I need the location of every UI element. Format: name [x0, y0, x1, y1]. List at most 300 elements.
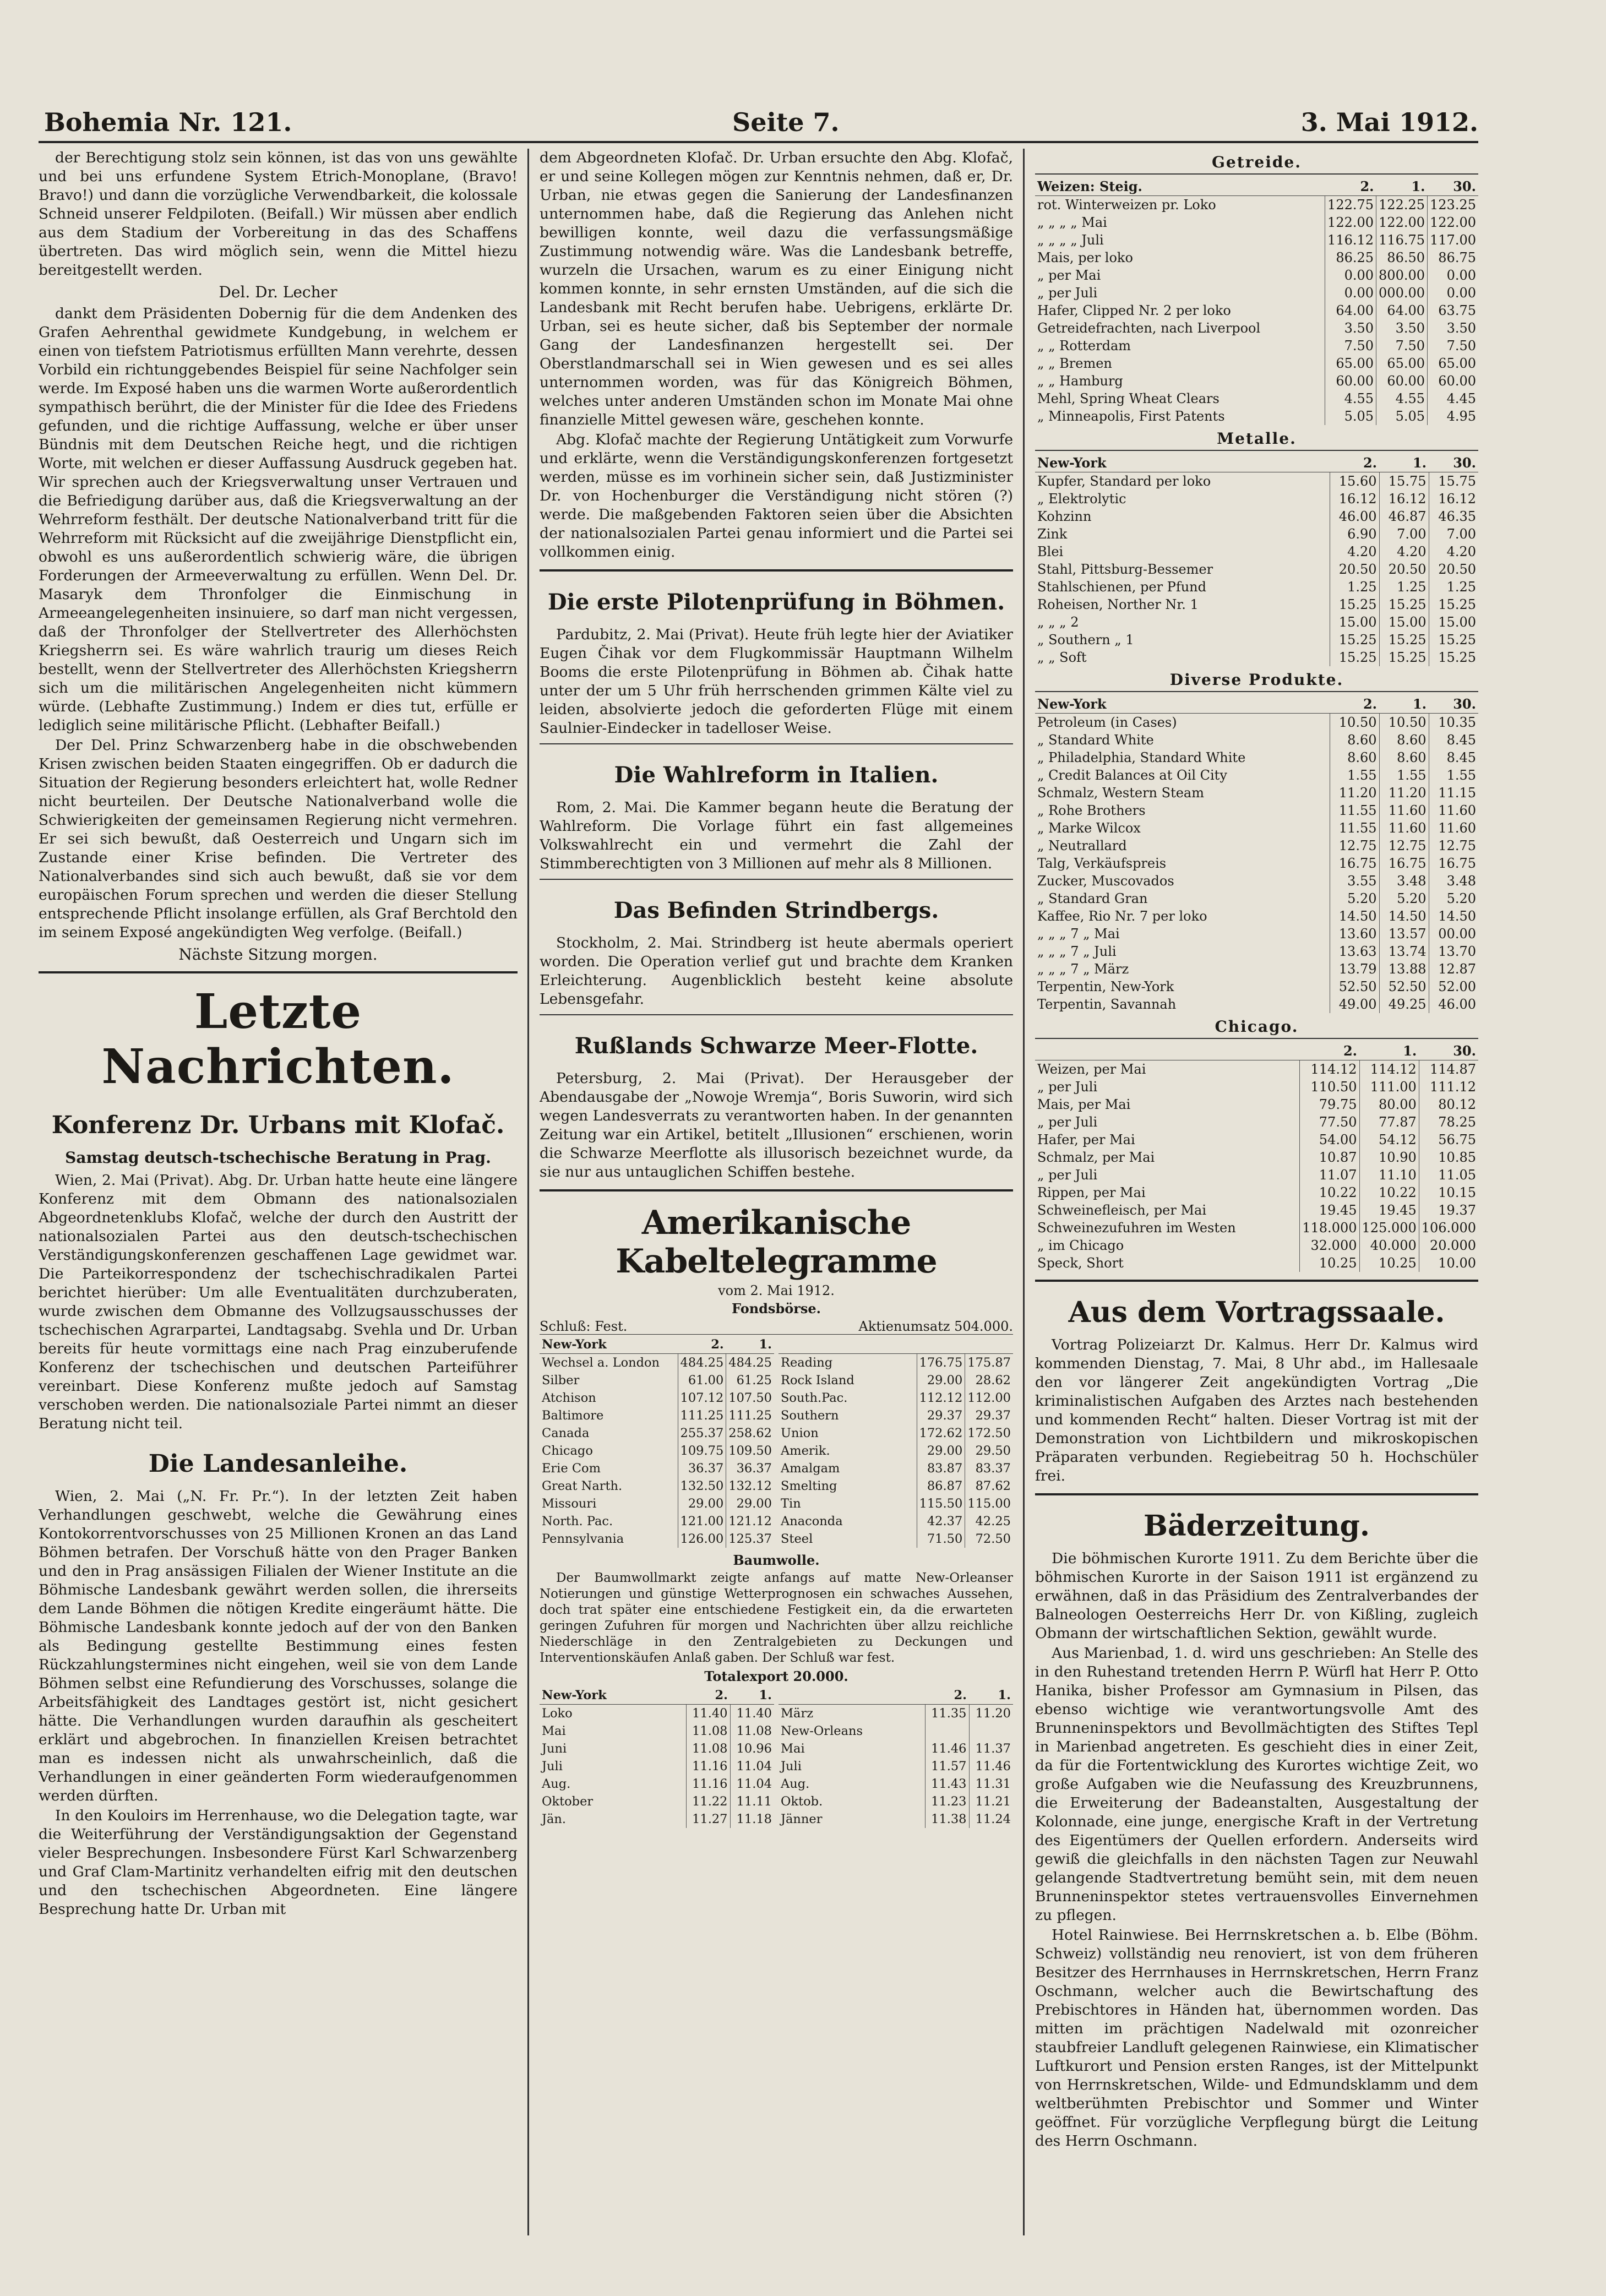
table-row [540, 1354, 774, 1372]
cotton-table-left [540, 1686, 774, 1828]
row-value: 14.50 [1429, 907, 1478, 925]
row-value: 11.43 [925, 1775, 969, 1793]
table-row [1035, 1060, 1478, 1079]
table-row [1035, 1237, 1478, 1254]
row-label: Aug. [542, 1777, 571, 1791]
article-headline: Bäderzeitung. [1144, 1509, 1370, 1543]
row-value: 11.18 [730, 1810, 774, 1828]
row-value: 1.25 [1330, 578, 1379, 596]
article-text: Pardubitz, 2. Mai (Privat). Heute früh legte hier der Aviatiker Eugen Čihak vor dem Flugkommissär Hauptmann Wilhelm Booms die erste Pilotenprüfung in Böhmen ab. Čihak hatte unter der um 5 Uhr früh herrschenden grimmen Kälte viel zu leiden, absolvierte jedoch die geforderten Flüge mit einem Saulnier-Eindecker in tadelloser Weise. [540, 626, 1013, 737]
stock-tables [540, 1336, 1013, 1548]
row-value [969, 1722, 1013, 1740]
divider [540, 1189, 1013, 1191]
divider [540, 569, 1013, 572]
row-label: „ per Juli [1037, 1167, 1098, 1183]
table-row [1035, 249, 1478, 266]
row-label: Juni [542, 1742, 567, 1756]
row-value: 110.50 [1300, 1078, 1359, 1096]
row-value: 8.60 [1379, 749, 1429, 766]
row-value: 10.87 [1300, 1149, 1359, 1166]
table-row [1035, 802, 1478, 819]
row-value: 5.20 [1429, 890, 1478, 907]
table-row [540, 1512, 774, 1530]
row-value: 52.00 [1429, 978, 1478, 995]
row-label: „ per Juli [1037, 285, 1098, 301]
row-value: 255.37 [678, 1424, 726, 1442]
row-label: „ per Juli [1037, 1114, 1098, 1130]
row-value: 11.10 [1359, 1166, 1419, 1184]
row-value: 13.63 [1330, 943, 1379, 960]
row-value: 107.50 [726, 1389, 774, 1407]
table-header: 30. [1429, 454, 1478, 472]
row-label: Speck, Short [1037, 1255, 1124, 1271]
table-header: 2. [678, 1336, 726, 1354]
row-label: Schweinezufuhren im Westen [1037, 1220, 1236, 1236]
table-row [778, 1407, 1013, 1424]
row-value: 11.40 [730, 1705, 774, 1723]
table-header: 2. [1330, 454, 1379, 472]
row-value: 65.00 [1325, 355, 1376, 372]
row-label: „ „ „ 7 „ Mai [1037, 926, 1120, 942]
row-value: 15.25 [1330, 649, 1379, 666]
row-label: Baltimore [542, 1408, 604, 1423]
fonds-heading: Fondsbörse. [731, 1301, 821, 1316]
table-row [778, 1530, 1013, 1548]
table-row [778, 1372, 1013, 1389]
row-value: 11.16 [686, 1775, 730, 1793]
divider [540, 1014, 1013, 1015]
row-value: 122.00 [1376, 214, 1428, 231]
stocks-table-right [778, 1336, 1013, 1548]
row-value: 106.000 [1419, 1219, 1478, 1237]
table-row [540, 1705, 774, 1723]
row-value: 11.08 [686, 1722, 730, 1740]
row-value: 11.57 [925, 1758, 969, 1775]
row-value: 11.20 [969, 1705, 1013, 1723]
table-row [1035, 819, 1478, 837]
row-value: 172.50 [965, 1424, 1013, 1442]
row-value: 10.50 [1379, 714, 1429, 732]
column-right [1035, 149, 1478, 2241]
row-value: 86.50 [1376, 249, 1428, 266]
row-value: 111.00 [1359, 1078, 1419, 1096]
row-label: Schmalz, per Mai [1037, 1150, 1155, 1165]
row-value: 14.50 [1379, 907, 1429, 925]
row-label: Juli [542, 1759, 563, 1773]
row-value: 15.00 [1379, 613, 1429, 631]
row-value: 86.87 [917, 1477, 965, 1495]
table-row [1035, 978, 1478, 995]
row-label: Zink [1037, 526, 1068, 542]
article-text: Petersburg, 2. Mai (Privat). Der Herausgeber der Abendausgabe der „Nowoje Wremja“, Boris Suworin, wird sich wegen Landesverrats zu verantworten haben. In der genannten Zeitung war ein Artikel, betitelt „Illusionen“ erschienen, worin die Schwarze Meerflotte als illusorisch bezeichnet wurde, da sie nur aus untauglichen Schiffen bestehe. [540, 1070, 1013, 1180]
row-value: 115.50 [917, 1495, 965, 1512]
table-header: 1. [726, 1336, 774, 1354]
table-row [1035, 649, 1478, 666]
row-value: 1.25 [1379, 578, 1429, 596]
fonds-summary [540, 1319, 1013, 1335]
table-row [1035, 1184, 1478, 1201]
row-value: 3.48 [1379, 872, 1429, 890]
row-value: 13.57 [1379, 925, 1429, 943]
row-value: 0.00 [1428, 266, 1478, 284]
row-label: „ Philadelphia, Standard White [1037, 750, 1246, 765]
table-row [1035, 837, 1478, 855]
divider [1035, 1493, 1478, 1495]
row-value: 111.12 [1419, 1078, 1478, 1096]
row-value: 484.25 [726, 1354, 774, 1372]
row-label: „ „ Bremen [1037, 356, 1112, 371]
row-value: 11.08 [686, 1740, 730, 1758]
row-value: 15.00 [1330, 613, 1379, 631]
row-value: 65.00 [1376, 355, 1428, 372]
row-value: 1.55 [1330, 766, 1379, 784]
row-value: 1.55 [1379, 766, 1429, 784]
table-row [1035, 749, 1478, 766]
row-value: 42.37 [917, 1512, 965, 1530]
row-value: 11.23 [925, 1793, 969, 1810]
table-row [778, 1758, 1013, 1775]
table-row [1035, 266, 1478, 284]
table-row [1035, 784, 1478, 802]
table-row [778, 1793, 1013, 1810]
row-label: Reading [781, 1356, 833, 1370]
row-value: 29.50 [965, 1442, 1013, 1460]
row-label: Schmalz, Western Steam [1037, 785, 1204, 801]
row-value: 80.00 [1359, 1096, 1419, 1113]
row-value: 7.50 [1376, 337, 1428, 355]
table-row [1035, 407, 1478, 425]
section-title: Letzte Nachrichten. [101, 984, 455, 1095]
row-label: New-Orleans [781, 1724, 863, 1738]
row-label: Weizen, per Mai [1037, 1062, 1146, 1077]
table-row [1035, 1096, 1478, 1113]
close-status: Schluß: Fest. [540, 1319, 628, 1334]
table-row [1035, 525, 1478, 543]
article-text: Rom, 2. Mai. Die Kammer begann heute die Beratung der Wahlreform. Die Vorlage führt ein fast allgemeines Volkswahlrecht ein und vermehrt die Zahl der Stimmberechtigten von 3 Millionen auf mehr als 8 Millionen. [540, 799, 1013, 872]
row-value: 19.45 [1300, 1201, 1359, 1219]
telegram-title: Amerikanische Kabeltelegramme [616, 1204, 937, 1281]
table-header: 2. [1330, 695, 1379, 714]
grain-heading: Getreide. [1035, 153, 1478, 175]
products-table [1035, 695, 1478, 1013]
row-value: 11.37 [969, 1740, 1013, 1758]
row-value: 15.75 [1379, 472, 1429, 491]
row-value: 125.37 [726, 1530, 774, 1548]
row-value: 19.37 [1419, 1201, 1478, 1219]
chicago-heading: Chicago. [1035, 1018, 1478, 1039]
row-label: „ Elektrolytic [1037, 491, 1126, 507]
row-label: Southern [781, 1408, 839, 1423]
row-value: 11.31 [969, 1775, 1013, 1793]
article-text: Wien, 2. Mai (Privat). Abg. Dr. Urban hatte heute eine längere Konferenz mit dem Obmann des nationalsozialen Abgeordnetenklubs Klofač, welche der durch den Austritt der nationalsozialen Partei aus den deutsch-tschechischen Verständigungskonferenzen geschaffenen Lage gewidmet war. Die Parteikorrespondenz der tschechischradikalen Partei berichtet hierüber: Um alle Eventualitäten durchzuberaten, wurde zwischen dem Obmanne des Vollzugsausschusses der tschechischen Agrarpartei, Landtagsabg. Svehla und Dr. Urban bereits für heute vormittags eine nach Prag einzuberufende Konferenz der tschechischen und deutschen Parteiführer vereinbart. Diese Konferenz mußte jedoch auf Samstag verschoben werden. Die nationalsoziale Partei nimmt an dieser Beratung nicht teil. [39, 1172, 518, 1432]
table-row [1035, 731, 1478, 749]
row-value: 5.05 [1376, 407, 1428, 425]
table-row [778, 1722, 1013, 1740]
table-row [1035, 1219, 1478, 1237]
row-label: Oktober [542, 1794, 594, 1809]
table-row [778, 1424, 1013, 1442]
row-value: 11.16 [686, 1758, 730, 1775]
row-value: 16.75 [1379, 855, 1429, 872]
table-header: 1. [1379, 695, 1429, 714]
row-value: 10.96 [730, 1740, 774, 1758]
row-value: 6.90 [1330, 525, 1379, 543]
table-header: 1. [1379, 454, 1429, 472]
row-value: 20.50 [1330, 561, 1379, 578]
row-value: 11.27 [686, 1810, 730, 1828]
row-value: 15.25 [1429, 596, 1478, 613]
grain-table [1035, 178, 1478, 425]
row-value: 115.00 [965, 1495, 1013, 1512]
row-value: 52.50 [1379, 978, 1429, 995]
row-value: 72.50 [965, 1530, 1013, 1548]
row-value: 42.25 [965, 1512, 1013, 1530]
row-label: Anaconda [781, 1514, 843, 1528]
row-value: 46.87 [1379, 508, 1429, 525]
cotton-table-right [778, 1686, 1013, 1828]
row-value: 86.75 [1428, 249, 1478, 266]
row-value: 10.22 [1359, 1184, 1419, 1201]
row-label: Zucker, Muscovados [1037, 873, 1174, 889]
table-row [1035, 543, 1478, 561]
row-label: März [781, 1706, 814, 1721]
row-label: Rippen, per Mai [1037, 1185, 1146, 1200]
table-row [1035, 925, 1478, 943]
row-value: 15.25 [1330, 631, 1379, 649]
row-label: Amalgam [781, 1461, 840, 1476]
table-row [1035, 766, 1478, 784]
table-row [1035, 907, 1478, 925]
row-value: 29.00 [678, 1495, 726, 1512]
row-value: 16.12 [1379, 490, 1429, 508]
row-value: 122.00 [1428, 214, 1478, 231]
row-value: 11.11 [730, 1793, 774, 1810]
row-value: 54.12 [1359, 1131, 1419, 1149]
cotton-tables [540, 1686, 1013, 1828]
table-row [1035, 631, 1478, 649]
row-label: Smelting [781, 1479, 837, 1493]
row-value: 78.25 [1419, 1113, 1478, 1131]
row-value: 0.00 [1428, 284, 1478, 302]
cotton-heading: Baumwolle. [733, 1552, 820, 1568]
row-value: 11.55 [1330, 819, 1379, 837]
row-value: 20.50 [1379, 561, 1429, 578]
row-value: 122.00 [1325, 214, 1376, 231]
row-value: 8.60 [1379, 731, 1429, 749]
row-value: 83.87 [917, 1460, 965, 1477]
row-label: „ „ „ 7 „ Juli [1037, 944, 1117, 959]
row-label: Great Narth. [542, 1479, 623, 1493]
table-row [778, 1477, 1013, 1495]
table-row [1035, 1166, 1478, 1184]
table-header [778, 1686, 925, 1705]
row-label: Kaffee, Rio Nr. 7 per loko [1037, 908, 1207, 924]
row-value: 8.60 [1330, 731, 1379, 749]
row-value: 11.38 [925, 1810, 969, 1828]
article-headline: Rußlands Schwarze Meer-Flotte. [574, 1033, 978, 1059]
table-header: 30. [1419, 1042, 1478, 1060]
row-label: „ per Juli [1037, 1079, 1098, 1095]
row-value: 121.00 [678, 1512, 726, 1530]
row-value: 12.87 [1429, 960, 1478, 978]
row-value: 28.62 [965, 1372, 1013, 1389]
table-row [1035, 613, 1478, 631]
row-label: Mais, per Mai [1037, 1097, 1131, 1112]
article-headline: Das Befinden Strindbergs. [613, 897, 939, 923]
row-label: Steel [781, 1532, 813, 1546]
row-value: 1.25 [1429, 578, 1478, 596]
row-value: 116.12 [1325, 231, 1376, 249]
row-value: 00.00 [1429, 925, 1478, 943]
row-label: Aug. [781, 1777, 810, 1791]
metals-heading: Metalle. [1035, 429, 1478, 451]
row-label: „ „ Hamburg [1037, 373, 1123, 389]
table-header: 2. [1325, 178, 1376, 196]
row-value: 10.85 [1419, 1149, 1478, 1166]
masthead-issue: Bohemia Nr. 121. [44, 107, 292, 137]
table-row [1035, 390, 1478, 407]
row-value: 16.75 [1429, 855, 1478, 872]
row-value: 10.22 [1300, 1184, 1359, 1201]
table-header [1035, 1042, 1300, 1060]
row-label: Amerik. [781, 1444, 830, 1458]
article-text: Abg. Klofač machte der Regierung Untätigkeit zum Vorwurfe und erklärte, wenn die Verständigungskonferenzen fortgesetzt werden, müsse es im vorhinein sicher sein, daß Justizminister Dr. von Hochenburger die Verständigung nicht stören (?) werde. Die maßgebenden Faktoren seien über die Absichten der nationalsozialen Partei genau informiert und die Partei sei vollkommen einig. [540, 431, 1013, 561]
row-value: 3.50 [1376, 319, 1428, 337]
table-row [778, 1460, 1013, 1477]
article-text: dankt dem Präsidenten Dobernig für die dem Andenken des Grafen Aehrenthal gewidmete Kundgebung, in welchem er einen von tiefstem Patriotismus erfüllten Mann verehrte, dessen Vorbild ein richtunggebendes Beispiel für seine Nachfolger sein werde. Im Exposé haben uns die warmen Worte außerordentlich sympathisch berührt, die der Minister für die Idee des Friedens gefunden, und die richtige Auffassung, welche er über unser Bündnis mit dem Deutschen Reiche hegt, und die richtigen Worte, mit welchen er dieser Auffassung Ausdruck gegeben hat. Wir sprechen auch der Kriegsverwaltung unser Vertrauen und die Befriedigung darüber aus, daß die Kriegsverwaltung an der Wehrreform festhält. Der deutsche Nationalverband tritt für die Wehrreform mit Rücksicht auf die zweijährige Dienstpflicht ein, obwohl es uns außerordentlich schwierig wäre, die übrigen Forderungen der Armeeverwaltung zu erfüllen. Wenn Del. Dr. Masaryk dem Thronfolger die Einmischung in Armeeangelegenheiten insinuiere, so darf man nicht vergessen, daß der Thronfolger der Stellvertreter des Allerhöchsten Kriegsherrn sei. Es wäre wahrlich traurig um dieses Reich bestellt, wenn der Stellvertreter des Allerhöchsten Kriegsherrn sich um die militärischen Angelegenheiten nicht kümmern würde. (Lebhafte Zustimmung.) Indem er dies tut, erfülle er lediglich seine militärische Pflicht. (Lebhafter Beifall.) [39, 305, 518, 734]
table-row [778, 1354, 1013, 1372]
article-text: der Berechtigung stolz sein können, ist das von uns gewählte und bei uns erfundene System Etrich-Monoplane, (Bravo! Bravo!) und dann die vorzügliche Verwendbarkeit, die kolossale Schneid unserer Feldpiloten. (Beifall.) Wir müssen aber endlich aus dem Stadium der Vorbereitung in das des Schaffens übertreten. Das wird möglich sein, wenn die Mittel hiezu bereitgestellt werden. [39, 149, 518, 279]
table-row [1035, 1113, 1478, 1131]
row-value: 15.60 [1330, 472, 1379, 491]
row-label: Loko [542, 1706, 573, 1721]
row-value: 10.25 [1300, 1254, 1359, 1272]
article-headline: Die Wahlreform in Italien. [614, 762, 939, 788]
page-header [39, 94, 1478, 143]
row-value: 175.87 [965, 1354, 1013, 1372]
row-value: 107.12 [678, 1389, 726, 1407]
row-value: 15.75 [1429, 472, 1478, 491]
session-note: Nächste Sitzung morgen. [178, 945, 378, 964]
table-row [540, 1775, 774, 1793]
table-row [540, 1740, 774, 1758]
divider [1035, 1280, 1478, 1282]
table-row [778, 1495, 1013, 1512]
row-value: 12.75 [1429, 837, 1478, 855]
row-value: 15.25 [1429, 649, 1478, 666]
row-label: „ Southern „ 1 [1037, 632, 1134, 648]
table-row [540, 1460, 774, 1477]
page-number: Seite 7. [732, 107, 840, 137]
row-value: 29.37 [965, 1407, 1013, 1424]
row-value: 111.25 [678, 1407, 726, 1424]
row-value: 46.35 [1429, 508, 1478, 525]
row-value: 10.35 [1429, 714, 1478, 732]
row-value: 800.00 [1376, 266, 1428, 284]
row-label: Mais, per loko [1037, 250, 1133, 265]
row-label: „ „ „ 7 „ März [1037, 961, 1129, 977]
table-header: 30. [1429, 695, 1478, 714]
article-text: Die böhmischen Kurorte 1911. Zu dem Berichte über die böhmischen Kurorte in der Saison 1911 ist ergänzend zu erwähnen, daß in das Präsidium des Zentralverbandes der Balneologen Oesterreichs Herr Dr. von Kißling, zugleich Obmann der wirtschaftlichen Sektion, gewählt wurde. [1035, 1550, 1478, 1642]
table-header: New-York [1035, 454, 1330, 472]
row-label: Jän. [542, 1812, 567, 1826]
row-label: Oktob. [781, 1794, 823, 1809]
row-label: Roheisen, Norther Nr. 1 [1037, 597, 1199, 612]
table-row [1035, 1078, 1478, 1096]
row-value: 10.50 [1330, 714, 1379, 732]
row-value: 258.62 [726, 1424, 774, 1442]
row-value: 114.12 [1359, 1060, 1419, 1079]
table-row [1035, 302, 1478, 319]
table-row [540, 1424, 774, 1442]
row-label: Petroleum (in Cases) [1037, 715, 1177, 730]
row-label: Mai [781, 1742, 805, 1756]
row-label: Stahlschienen, per Pfund [1037, 579, 1206, 595]
article-text: Stockholm, 2. Mai. Strindberg ist heute abermals operiert worden. Die Operation verlief gut und brachte dem Kranken Erleichterung. Augenblicklich besteht keine absolute Lebensgefahr. [540, 934, 1013, 1008]
row-label: Kupfer, Standard per loko [1037, 474, 1211, 489]
row-value: 1.55 [1429, 766, 1478, 784]
row-value: 86.25 [1325, 249, 1376, 266]
row-value: 65.00 [1428, 355, 1478, 372]
column-rule [527, 149, 529, 2235]
row-label: „ „ Rotterdam [1037, 338, 1131, 353]
table-row [1035, 890, 1478, 907]
article-headline: Die erste Pilotenprüfung in Böhmen. [547, 589, 1005, 615]
table-row [540, 1477, 774, 1495]
metals-table [1035, 454, 1478, 666]
table-row [540, 1389, 774, 1407]
row-value: 13.70 [1429, 943, 1478, 960]
row-value: 15.00 [1429, 613, 1478, 631]
row-value: 10.15 [1419, 1184, 1478, 1201]
article-headline: Die Landesanleihe. [148, 1450, 408, 1478]
issue-date: 3. Mai 1912. [1300, 107, 1478, 137]
row-value: 10.00 [1419, 1254, 1478, 1272]
row-value: 11.24 [969, 1810, 1013, 1828]
telegram-date: vom 2. Mai 1912. [718, 1283, 835, 1298]
table-header: 2. [686, 1686, 730, 1705]
row-label: Kohzinn [1037, 509, 1092, 524]
row-label: Missouri [542, 1497, 597, 1511]
row-value: 11.60 [1429, 819, 1478, 837]
stocks-table-left [540, 1336, 774, 1548]
row-value: 11.60 [1429, 802, 1478, 819]
row-value: 20.000 [1419, 1237, 1478, 1254]
row-value: 13.60 [1330, 925, 1379, 943]
table-row [540, 1758, 774, 1775]
table-header: New-York [540, 1686, 686, 1705]
table-row [778, 1740, 1013, 1758]
row-value: 4.55 [1325, 390, 1376, 407]
cotton-report: Der Baumwollmarkt zeigte anfangs auf matte New-Orleanser Notierungen und günstige Wetterprognosen ein schwaches Aussehen, doch trat später eine entschiedene Festigkeit ein, da die erwarteten geringen Zufuhren für morgen und Nachrichten über allzu reichliche Niederschläge in den Zentralgebieten zu Deckungen und Interventionskäufen Anlaß gaben. Der Schluß war fest. [540, 1571, 1013, 1665]
article-headline: Aus dem Vortragssaale. [1068, 1296, 1445, 1329]
row-label: Pennsylvania [542, 1532, 624, 1546]
row-value: 4.95 [1428, 407, 1478, 425]
row-value: 12.75 [1379, 837, 1429, 855]
row-value: 14.50 [1330, 907, 1379, 925]
row-label: Terpentin, New-York [1037, 979, 1174, 994]
table-row [1035, 855, 1478, 872]
row-label: Mai [542, 1724, 566, 1738]
row-label: rot. Winterweizen pr. Loko [1037, 197, 1216, 213]
row-value: 52.50 [1330, 978, 1379, 995]
row-value: 61.00 [678, 1372, 726, 1389]
row-value: 56.75 [1419, 1131, 1478, 1149]
row-label: North. Pac. [542, 1514, 613, 1528]
article-text: Der Del. Prinz Schwarzenberg habe in die obschwebenden Krisen zwischen beiden Staaten eingegriffen. Ob er dadurch die Situation der Regierung besonders erleichtert hat, wolle Redner nicht beurteilen. Der Deutsche Nationalverband wolle die Schwierigkeiten der gemeinsamen Regierung nicht vermehren. Er sei sich bewußt, daß Oesterreich und Ungarn sich im Zustande einer Krise befinden. Die Vertreter des Nationalverbandes sind sich auch bewußt, daß sie vor dem europäischen Forum sprechen und werden die dieser Stellung entsprechende Pflicht insolange erfüllen, als Graf Berchtold den im seinem Exposé angekündigten Weg verfolge. (Beifall.) [39, 737, 518, 941]
row-value: 117.00 [1428, 231, 1478, 249]
row-value: 54.00 [1300, 1131, 1359, 1149]
